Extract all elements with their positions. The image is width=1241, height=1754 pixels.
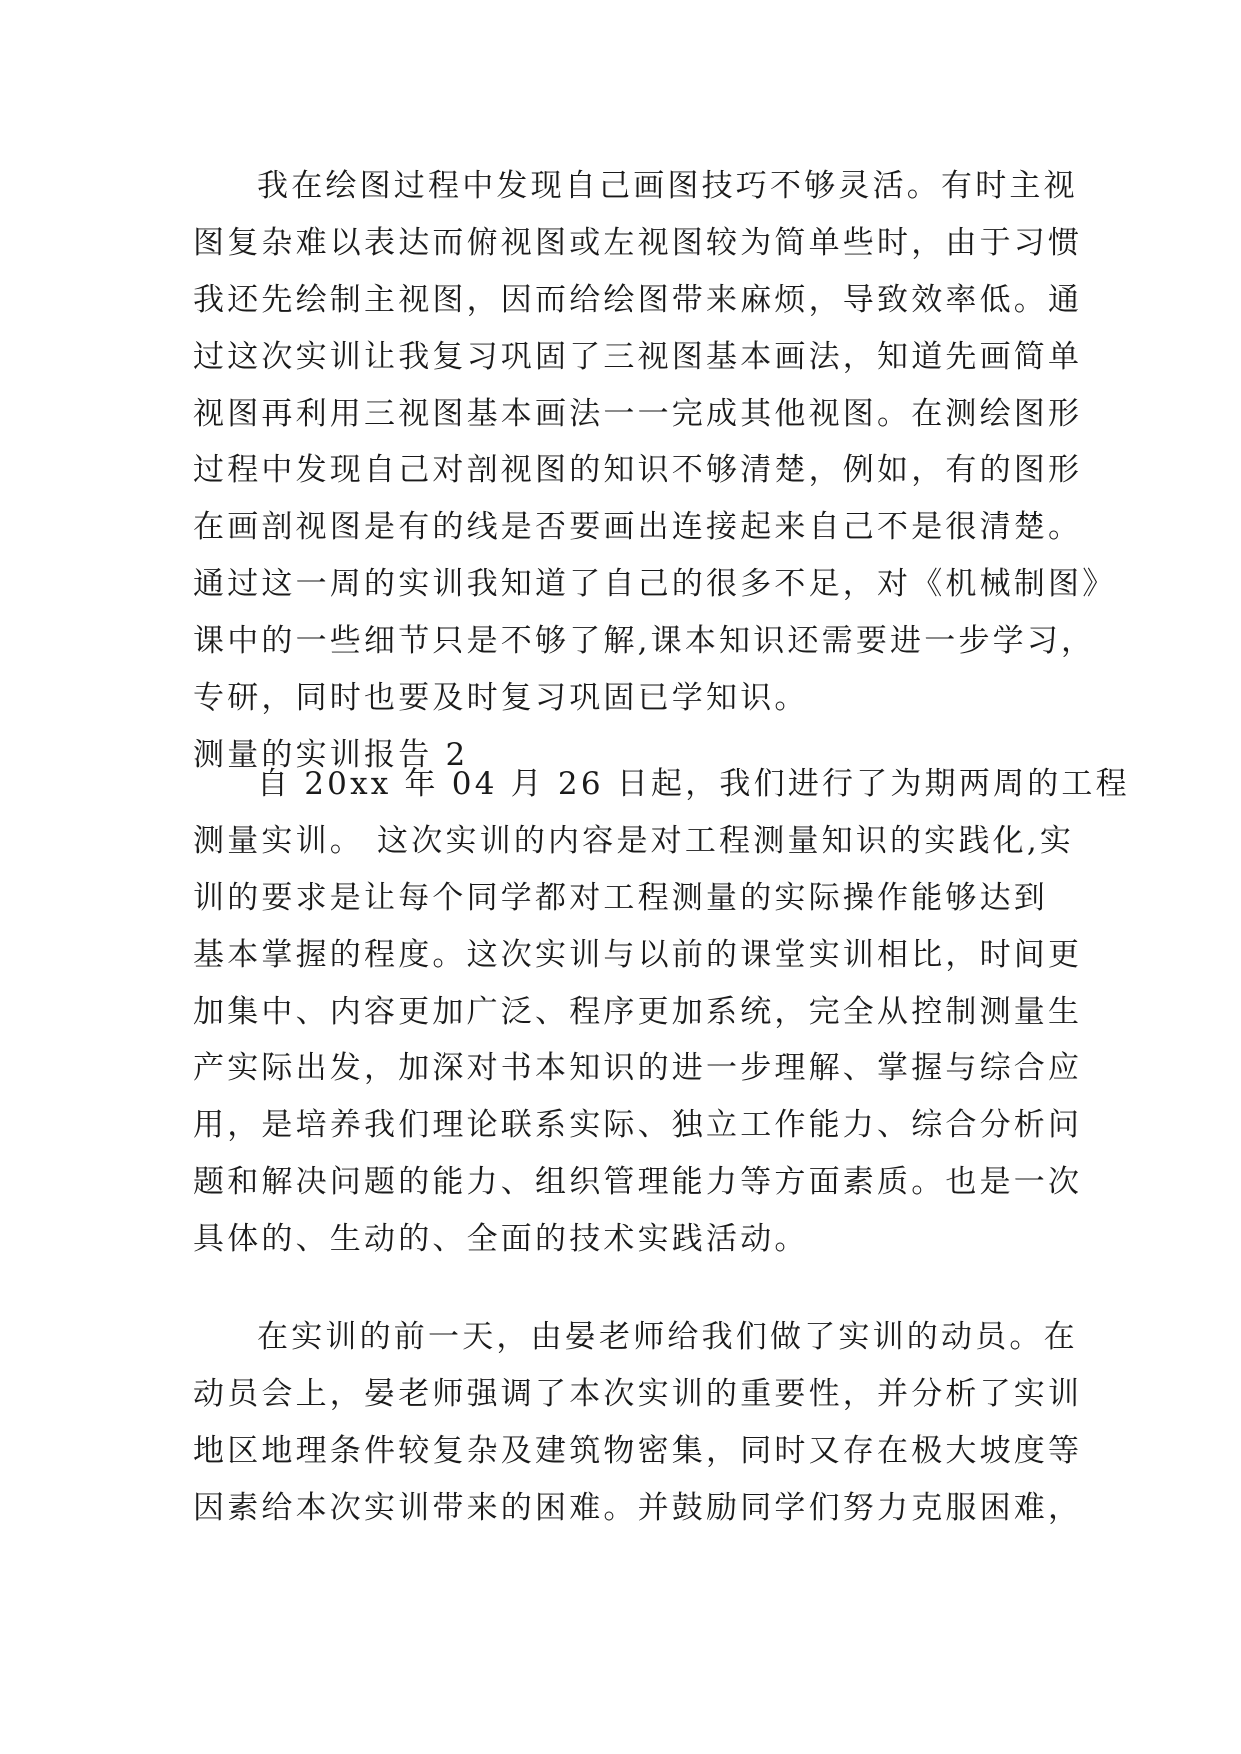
text-line: 过这次实训让我复习巩固了三视图基本画法，知道先画简单 [193,338,1083,375]
text-line: 在实训的前一天，由晏老师给我们做了实训的动员。在 [257,1319,1078,1355]
text-line: 地区地理条件较复杂及建筑物密集，同时又存在极大坡度等 [193,1432,1083,1469]
text-line: 基本掌握的程度。这次实训与以前的课堂实训相比，时间更 [193,936,1083,973]
text-line: 在画剖视图是有的线是否要画出连接起来自己不是很清楚。 [193,509,1083,546]
text-line: 测量实训。 这次实训的内容是对工程测量知识的实践化,实 [193,822,1075,859]
text-line: 我在绘图过程中发现自己画图技巧不够灵活。有时主视 [257,168,1078,204]
text-line: 通过这一周的实训我知道了自己的很多不足，对《机械制图》 [193,566,1117,603]
text-line: 具体的、生动的、全面的技术实践活动。 [193,1221,809,1258]
text-line: 因素给本次实训带来的困难。并鼓励同学们努力克服困难， [193,1489,1083,1526]
text-line: 题和解决问题的能力、组织管理能力等方面素质。也是一次 [193,1164,1083,1201]
text-line: 用，是培养我们理论联系实际、独立工作能力、综合分析问 [193,1107,1083,1144]
text-line: 加集中、内容更加广泛、程序更加系统，完全从控制测量生 [193,993,1083,1030]
text-line: 专研，同时也要及时复习巩固已学知识。 [193,680,809,717]
text-line: 自 20xx 年 04 月 26 日起，我们进行了为期两周的工程 [257,766,1130,802]
section-heading: 测量的实训报告 2 [193,736,469,773]
text-line: 课中的一些细节只是不够了解,课本知识还需要进一步学习， [193,623,1096,660]
text-line: 图复杂难以表达而俯视图或左视图较为简单些时，由于习惯 [193,224,1083,261]
text-line: 产实际出发，加深对书本知识的进一步理解、掌握与综合应 [193,1050,1083,1087]
text-line: 过程中发现自己对剖视图的知识不够清楚，例如，有的图形 [193,452,1083,489]
text-line: 动员会上，晏老师强调了本次实训的重要性，并分析了实训 [193,1375,1083,1412]
paragraph-drawing-reflection [193,158,1117,784]
text-line: 我还先绘制主视图，因而给绘图带来麻烦，导致效率低。通 [193,281,1083,318]
text-line: 视图再利用三视图基本画法一一完成其他视图。在测绘图形 [193,395,1083,432]
paragraph-mobilization [193,1309,1083,1537]
paragraph-training-overview [193,756,1130,1268]
text-line: 训的要求是让每个同学都对工程测量的实际操作能够达到 [193,879,1048,916]
